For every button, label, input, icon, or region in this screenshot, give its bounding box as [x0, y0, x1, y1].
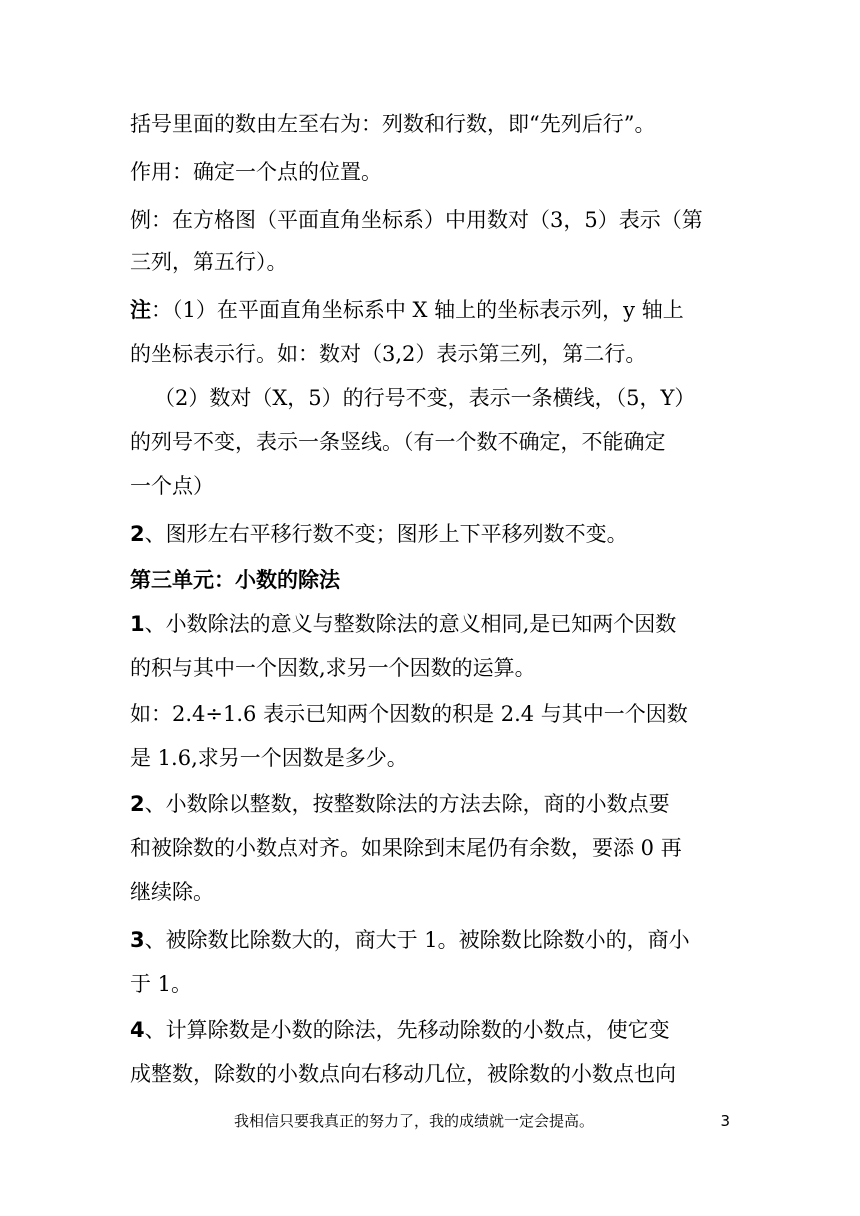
item-number: 1	[130, 612, 145, 636]
text-line-17: 和被除数的小数点对齐。如果除到末尾仍有余数，要添 0 再	[130, 836, 682, 860]
section-heading: 第三单元：小数的除法	[130, 568, 340, 592]
text-line-13: 的积与其中一个因数,求另一个因数的运算。	[130, 656, 536, 680]
text-line-4: 三列，第五行）。	[130, 250, 288, 274]
text-line-18: 继续除。	[130, 880, 214, 904]
footer-motto: 我相信只要我真正的努力了，我的成绩就一定会提高。	[234, 1112, 595, 1130]
page-footer	[130, 1110, 730, 1132]
note-line-1: 注：（1）在平面直角坐标系中 X 轴上的坐标表示列，y 轴上	[130, 298, 684, 322]
text-line-6: 的坐标表示行。如：数对（3,2）表示第三列，第二行。	[130, 342, 647, 366]
text-line-8: 的列号不变，表示一条竖线。（有一个数不确定，不能确定	[130, 430, 666, 454]
text-line-20: 于 1。	[130, 972, 193, 996]
page-number: 3	[720, 1112, 730, 1130]
item-number: 4	[130, 1018, 145, 1042]
item-number: 3	[130, 928, 145, 952]
text-line-14: 如：2.4÷1.6 表示已知两个因数的积是 2.4 与其中一个因数	[130, 702, 688, 726]
text-line-21: 4、计算除数是小数的除法，先移动除数的小数点，使它变	[130, 1018, 670, 1042]
text-line-1: 括号里面的数由左至右为：列数和行数，即“先列后行”。	[130, 112, 656, 136]
text-line-19: 3、被除数比除数大的，商大于 1。被除数比除数小的，商小	[130, 928, 690, 952]
text-line-16: 2、小数除以整数，按整数除法的方法去除，商的小数点要	[130, 792, 670, 816]
note-label: 注	[130, 298, 151, 322]
text-line-10: 2、图形左右平移行数不变；图形上下平移列数不变。	[130, 522, 628, 546]
text-line-2: 作用：确定一个点的位置。	[130, 160, 382, 184]
text-line-9: 一个点）	[130, 474, 214, 498]
item-number: 2	[130, 792, 145, 816]
text-line-15: 是 1.6,求另一个因数是多少。	[130, 746, 408, 770]
text-line-22: 成整数，除数的小数点向右移动几位，被除数的小数点也向	[130, 1062, 676, 1086]
text-line-3: 例：在方格图（平面直角坐标系）中用数对（3，5）表示（第	[130, 208, 703, 232]
text-line-12: 1、小数除法的意义与整数除法的意义相同,是已知两个因数	[130, 612, 677, 636]
item-number: 2	[130, 522, 145, 546]
text-line-7: （2）数对（X，5）的行号不变，表示一条横线，（5，Y）	[154, 386, 696, 410]
